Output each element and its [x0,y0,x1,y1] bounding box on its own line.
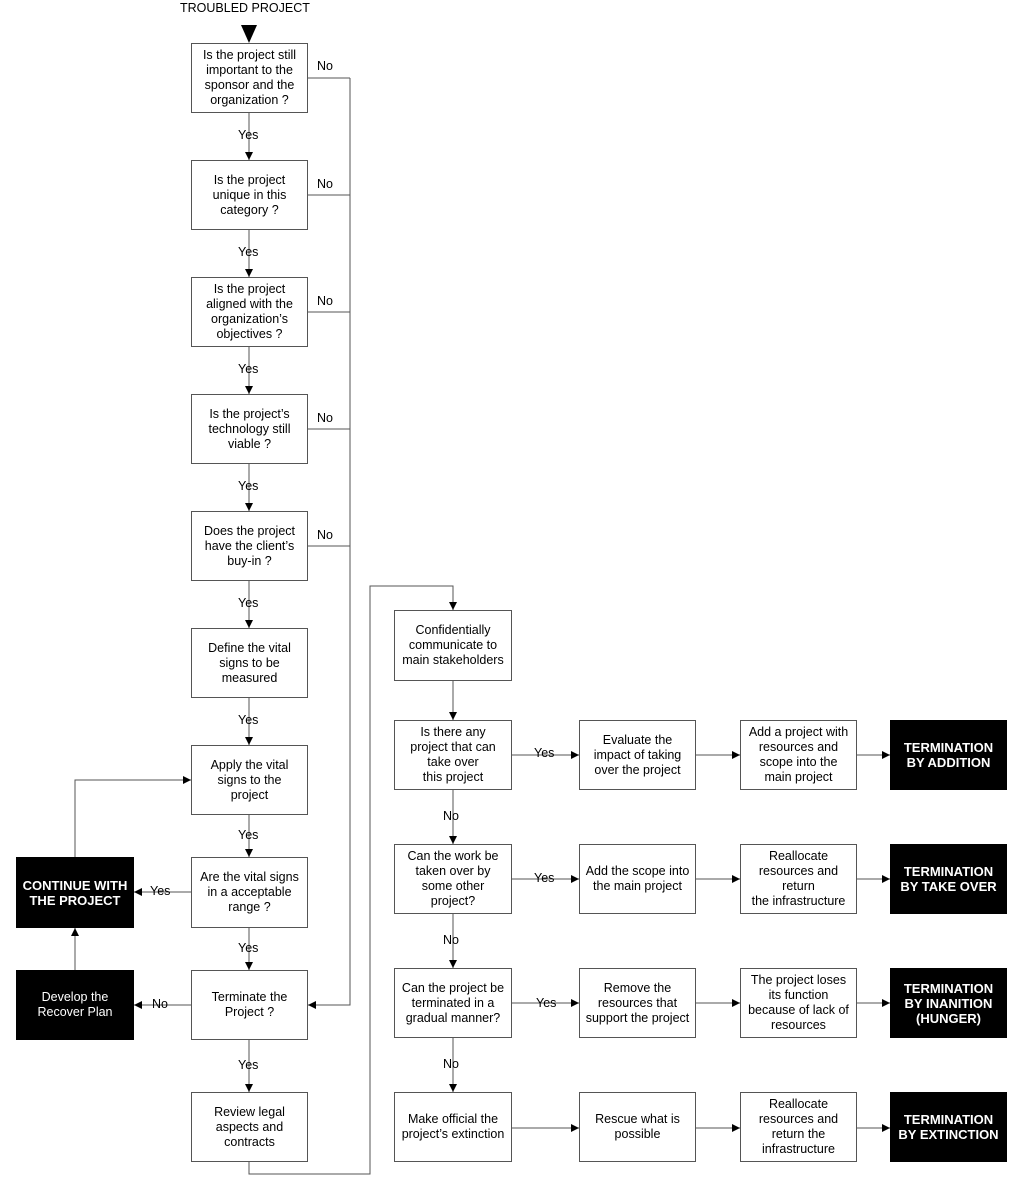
label-no-1: No [317,59,333,73]
flow-title: TROUBLED PROJECT [180,1,310,15]
label-yes-r2: Yes [534,871,555,885]
develop-recover-plan: Develop the Recover Plan [16,970,134,1040]
label-no-2: No [317,177,333,191]
question-takeover-project: Is there any project that can take over this project [394,720,512,790]
label-no-r2: No [443,933,459,947]
question-technology: Is the project’s technology still viable ? [191,394,308,464]
project-loses-function: The project loses its function because of lack of resources [740,968,857,1038]
question-terminate: Terminate the Project ? [191,970,308,1040]
label-no-terminate: No [152,997,168,1011]
apply-vital-signs: Apply the vital signs to the project [191,745,308,815]
reallocate-resources-1: Reallocate resources and return the infrastructure [740,844,857,914]
add-scope: Add the scope into the main project [579,844,696,914]
define-vital-signs: Define the vital signs to be measured [191,628,308,698]
communicate-stakeholders: Confidentially communicate to main stakeholders [394,610,512,681]
start-arrow-icon [241,25,257,43]
label-yes-r1: Yes [534,746,555,760]
termination-by-addition: TERMINATION BY ADDITION [890,720,1007,790]
question-still-important: Is the project still important to the sponsor and the organization ? [191,43,308,113]
termination-by-take-over: TERMINATION BY TAKE OVER [890,844,1007,914]
label-yes-1: Yes [238,128,259,142]
label-no-3: No [317,294,333,308]
label-yes-9: Yes [238,1058,259,1072]
label-yes-7: Yes [238,828,259,842]
question-client-buyin: Does the project have the client’s buy-in ? [191,511,308,581]
continue-with-project: CONTINUE WITH THE PROJECT [16,857,134,928]
label-no-4: No [317,411,333,425]
termination-by-extinction: TERMINATION BY EXTINCTION [890,1092,1007,1162]
label-yes-3: Yes [238,362,259,376]
review-legal-aspects: Review legal aspects and contracts [191,1092,308,1162]
termination-by-inanition: TERMINATION BY INANITION (HUNGER) [890,968,1007,1038]
label-no-r3: No [443,1057,459,1071]
question-aligned: Is the project aligned with the organization’s objectives ? [191,277,308,347]
question-unique: Is the project unique in this category ? [191,160,308,230]
label-no-5: No [317,528,333,542]
label-yes-2: Yes [238,245,259,259]
rescue-possible: Rescue what is possible [579,1092,696,1162]
label-no-r1: No [443,809,459,823]
label-yes-8: Yes [238,941,259,955]
reallocate-resources-2: Reallocate resources and return the infrastructure [740,1092,857,1162]
question-gradual: Can the project be terminated in a gradual manner? [394,968,512,1038]
remove-resources: Remove the resources that support the project [579,968,696,1038]
label-yes-6: Yes [238,713,259,727]
evaluate-impact: Evaluate the impact of taking over the project [579,720,696,790]
question-work-taken-over: Can the work be taken over by some other project? [394,844,512,914]
make-official-extinction: Make official the project’s extinction [394,1092,512,1162]
label-yes-5: Yes [238,596,259,610]
add-project-resources: Add a project with resources and scope into the main project [740,720,857,790]
label-yes-range: Yes [150,884,171,898]
label-yes-4: Yes [238,479,259,493]
question-acceptable-range: Are the vital signs in a acceptable range ? [191,857,308,928]
label-yes-r3: Yes [536,996,557,1010]
